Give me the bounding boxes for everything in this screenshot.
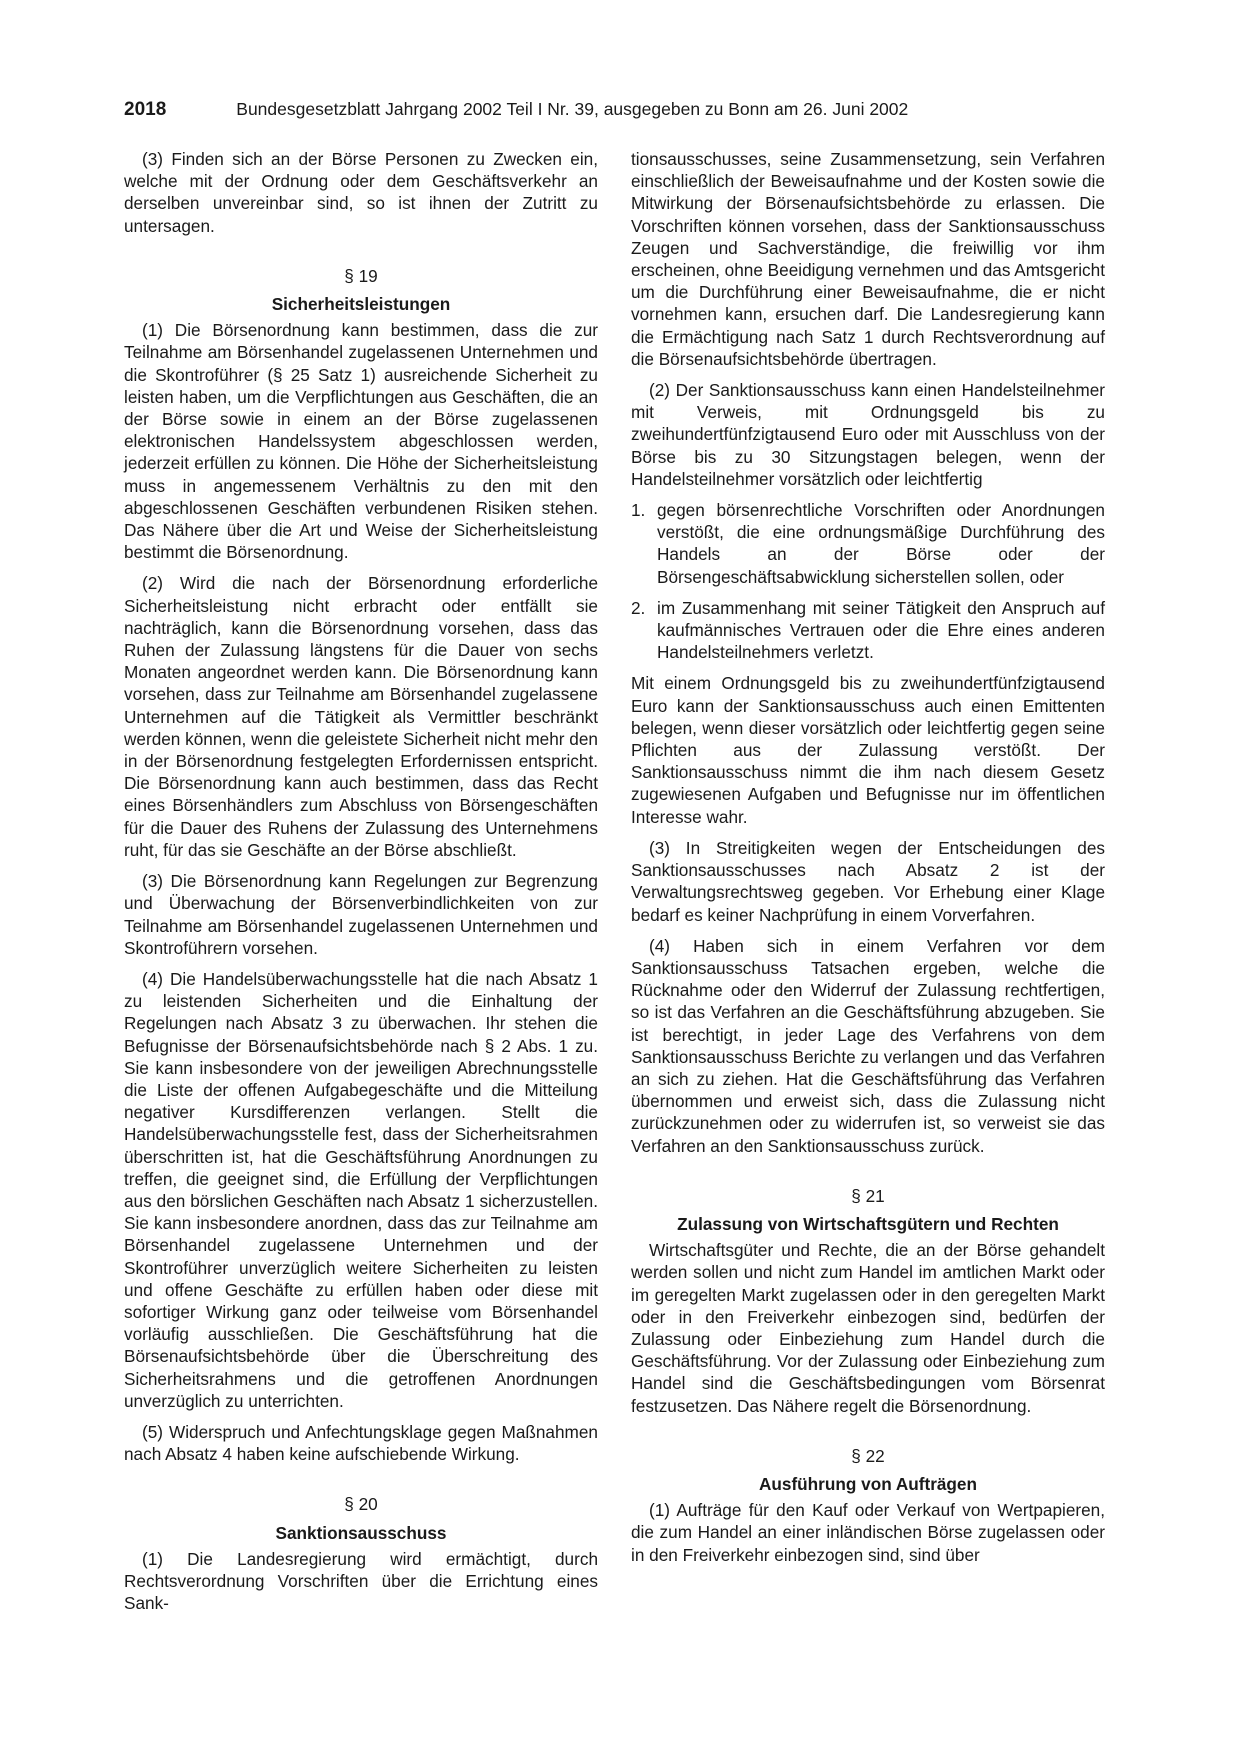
section-21-title: Zulassung von Wirtschaftsgütern und Rechten [677, 1213, 1059, 1234]
list-item [631, 499, 1105, 588]
section-20-number: § 20 [344, 1494, 378, 1515]
section-20-paragraph-2-continuation: Mit einem Ordnungsgeld bis zu zweihundertfünfzigtausend Euro kann der Sanktionsausschuss auch einen Emittenten belegen, wenn dieser vorsätzlich oder leichtfertig gegen seine Pflichten aus der Zulassung verstößt. Der Sanktionsausschuss nimmt die ihm nach diesem Gesetz zugewiesenen Aufgaben und Befugnisse nur im öffentlichen Interesse wahr. [631, 673, 1105, 827]
section-22-title: Ausführung von Aufträgen [758, 1473, 977, 1494]
list-item [631, 597, 1105, 664]
section-21-number: § 21 [851, 1185, 885, 1206]
page-number: 2018 [124, 99, 167, 120]
list-item-text: gegen börsenrechtliche Vorschriften oder Anordnungen verstößt, die eine ordnungsmäßige Durchführung des Handels an der Börse oder der Börsengeschäftsabwicklung sicherstellen sollen, oder [657, 500, 1105, 587]
section-20-paragraph-1-end: tionsausschusses, seine Zusammensetzung, sein Verfahren einschließlich der Beweisaufnahme und der Kosten sowie die Mitwirkung der Börsenaufsichtsbehörde zu erlassen. Die Vorschriften können vorsehen, dass der Sanktionsausschuss Zeugen und Sachverständige, die freiwillig vor ihm erscheinen, ohne Beeidigung vernehmen und das Amtsgericht um die Durchführung einer Beweisaufnahme, die er nicht vornehmen kann, ersuchen darf. Die Landesregierung kann die Ermächtigung nach Satz 1 durch Rechtsverordnung auf die Börsenaufsichtsbehörde übertragen. [631, 149, 1105, 369]
section-19-paragraph-3: (3) Die Börsenordnung kann Regelungen zur Begrenzung und Überwachung der Börsenverbindlichkeiten von zur Teilnahme am Börsenhandel zugelassenen Unternehmen und Skontroführern vorsehen. [124, 871, 598, 958]
section-19-paragraph-4: (4) Die Handelsüberwachungsstelle hat die nach Absatz 1 zu leistenden Sicherheiten und die Einhaltung der Regelungen nach Absatz 3 zu überwachen. Ihr stehen die Befugnisse der Börsenaufsichtsbehörde nach § 2 Abs. 1 zu. Sie kann insbesondere von der jeweiligen Abrechnungsstelle die Liste der offenen Aufgabegeschäfte und die Mitteilung negativer Kursdifferenzen verlangen. Stellt die Handelsüberwachungsstelle fest, dass der Sicherheitsrahmen überschritten ist, hat die Geschäftsführung Anordnungen zu treffen, die geeignet sind, die Erfüllung der Verpflichtungen aus den börslichen Geschäften nach Absatz 1 sicherzustellen. Sie kann insbesondere anordnen, dass das zur Teilnahme am Börsenhandel zugelassene Unternehmen und der Skontroführer unverzüglich weitere Sicherheiten zu leisten und offene Geschäfte zu erfüllen haben oder diese mit sofortiger Wirkung ganz oder teilweise vom Börsenhandel vorläufig ausschließen. Die Geschäftsführung hat die Börsenaufsichtsbehörde über die Überschreitung des Sicherheitsrahmens und die getroffenen Anordnungen unverzüglich zu unterrichten. [124, 968, 598, 1411]
section-19-paragraph-1: (1) Die Börsenordnung kann bestimmen, dass die zur Teilnahme am Börsenhandel zugelassenen Unternehmen und die Skontroführer (§ 25 Satz 1) ausreichende Sicherheit zu leisten haben, um die Verpflichtungen aus Geschäften, die an der Börse sowie in einem an der Börse zugelassenen elektronischen Handelssystem abgeschlossen werden, jederzeit erfüllen zu können. Die Höhe der Sicherheitsleistung muss in angemessenem Verhältnis zu den mit den abgeschlossenen Geschäften verbundenen Risiken stehen. Das Nähere über die Art und Weise der Sicherheitsleistung bestimmt die Börsenordnung. [124, 320, 598, 563]
section-20-paragraph-3: (3) In Streitigkeiten wegen der Entscheidungen des Sanktionsausschusses nach Absatz 2 ist der Verwaltungsrechtsweg gegeben. Vor Erhebung einer Klage bedarf es keiner Nachprüfung in einem Vorverfahren. [631, 837, 1105, 925]
section-20-paragraph-1-start: (1) Die Landesregierung wird ermächtigt, durch Rechtsverordnung Vorschriften über die Errichtung eines Sank- [124, 1548, 598, 1614]
section-22-number: § 22 [851, 1445, 885, 1466]
section-21-paragraph-1: Wirtschaftsgüter und Rechte, die an der Börse gehandelt werden sollen und nicht zum Handel im amtlichen Markt oder im geregelten Markt zugelassen oder in den geregelten Markt oder in den Freiverkehr einbezogen sind, bedürfen der Zulassung oder Einbeziehung zum Handel durch die Geschäftsführung. Vor der Zulassung oder Einbeziehung zum Handel sind die Geschäftsbedingungen vom Börsenrat festzusetzen. Das Nähere regelt die Börsenordnung. [631, 1240, 1105, 1416]
page-header [124, 98, 1116, 121]
paragraph-18-3: (3) Finden sich an der Börse Personen zu Zwecken ein, welche mit der Ordnung oder dem Geschäftsverkehr an derselben unvereinbar sind, so ist ihnen der Zutritt zu untersagen. [124, 149, 598, 236]
section-19-paragraph-2: (2) Wird die nach der Börsenordnung erforderliche Sicherheitsleistung nicht erbracht oder entfällt sie nachträglich, kann die Börsenordnung vorsehen, dass das Ruhen der Zulassung längstens für die Dauer von sechs Monaten angeordnet werden kann. Die Börsenordnung kann vorsehen, dass zur Teilnahme am Börsenhandel zugelassene Unternehmen auf die Tätigkeit als Vermittler beschränkt werden können, wenn die geleistete Sicherheit nicht mehr den in der Börsenordnung festgelegten Erfordernissen entspricht. Die Börsenordnung kann auch bestimmen, dass das Recht eines Börsenhändlers zum Abschluss von Börsengeschäften für die Dauer des Ruhens der Zulassung des Unternehmens ruht, für das sie Geschäfte an der Börse abschließt. [124, 573, 598, 860]
left-column [124, 148, 598, 1623]
section-22-paragraph-1-start: (1) Aufträge für den Kauf oder Verkauf von Wertpapieren, die zum Handel an einer inländischen Börse zugelassen oder in den Freiverkehr einbezogen sind, sind über [631, 1500, 1105, 1565]
list-item-text: im Zusammenhang mit seiner Tätigkeit den Anspruch auf kaufmännisches Vertrauen oder die Ehre eines anderen Handelsteilnehmers verletzt. [657, 597, 1105, 663]
publication-line: Bundesgesetzblatt Jahrgang 2002 Teil I Nr. 39, ausgegeben zu Bonn am 26. Juni 2002 [236, 99, 909, 119]
section-20-title: Sanktionsausschuss [275, 1522, 447, 1543]
list-item-number: 2. [631, 597, 646, 618]
section-20-paragraph-2: (2) Der Sanktionsausschuss kann einen Handelsteilnehmer mit Verweis, mit Ordnungsgeld bis zu zweihundertfünfzigtausend Euro oder mit Ausschluss von der Börse bis zu 30 Sitzungstagen belegen, wenn der Handelsteilnehmer vorsätzlich oder leichtfertig [631, 380, 1105, 489]
right-column [631, 148, 1105, 1575]
list-item-number: 1. [631, 500, 646, 521]
section-20-paragraph-4: (4) Haben sich in einem Verfahren vor dem Sanktionsausschuss Tatsachen ergeben, welche die Rücknahme oder den Widerruf der Zulassung rechtfertigen, so ist das Verfahren an die Geschäftsführung abzugeben. Sie ist berechtigt, in jeder Lage des Verfahrens von dem Sanktionsausschuss Berichte zu verlangen und das Verfahren an sich zu ziehen. Hat die Geschäftsführung das Verfahren übernommen und erweist sich, dass die Zulassung nicht zurückzunehmen oder zu widerrufen ist, so verweist sie das Verfahren an den Sanktionsausschuss zurück. [631, 935, 1105, 1156]
section-19-paragraph-5: (5) Widerspruch und Anfechtungsklage gegen Maßnahmen nach Absatz 4 haben keine aufschiebende Wirkung. [124, 1421, 598, 1465]
section-19-title: Sicherheitsleistungen [271, 294, 451, 315]
section-19-number: § 19 [344, 265, 378, 286]
